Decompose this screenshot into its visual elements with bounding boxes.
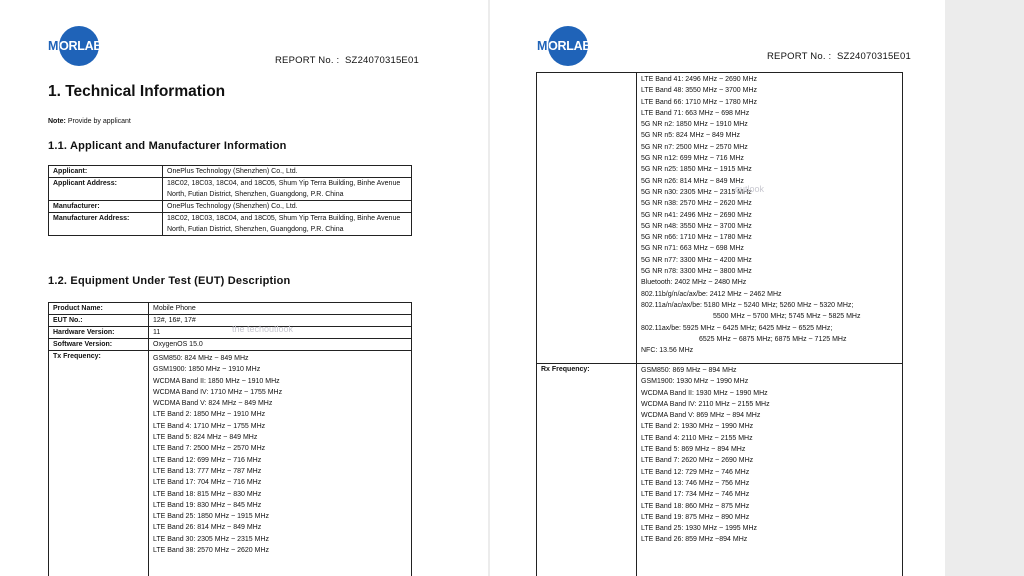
frequency-line: WCDMA Band IV: 2110 MHz ~ 2155 MHz xyxy=(641,400,770,408)
frequency-line: 5G NR n71: 663 MHz ~ 698 MHz xyxy=(641,245,744,253)
frequency-line: LTE Band 19: 830 MHz ~ 845 MHz xyxy=(153,501,262,509)
frequency-line: LTE Band 5: 824 MHz ~ 849 MHz xyxy=(153,434,258,442)
frequency-line: LTE Band 4: 2110 MHz ~ 2155 MHz xyxy=(641,434,753,442)
frequency-line: WCDMA Band II: 1930 MHz ~ 1990 MHz xyxy=(641,389,768,397)
frequency-line: LTE Band 7: 2500 MHz ~ 2570 MHz xyxy=(153,445,266,453)
frequency-line: LTE Band 18: 860 MHz ~ 875 MHz xyxy=(641,502,750,510)
logo-letters: ORLAB xyxy=(548,39,592,53)
frequency-line: 5G NR n25: 1850 MHz ~ 1915 MHz xyxy=(641,166,752,174)
frequency-line: 5G NR n5: 824 MHz ~ 849 MHz xyxy=(641,132,741,140)
frequency-line: WCDMA Band V: 824 MHz ~ 849 MHz xyxy=(153,400,273,408)
frequency-line: 5G NR n77: 3300 MHz ~ 4200 MHz xyxy=(641,256,752,264)
frequency-line: 5G NR n48: 3550 MHz ~ 3700 MHz xyxy=(641,222,752,230)
frequency-line: 802.11b/g/n/ac/ax/be: 2412 MHz ~ 2462 MHz xyxy=(641,290,782,298)
frequency-line: GSM850: 824 MHz ~ 849 MHz xyxy=(153,355,249,362)
morlab-logo-icon xyxy=(47,26,117,66)
watermark: outlook xyxy=(735,184,765,194)
frequency-line: LTE Band 17: 704 MHz ~ 716 MHz xyxy=(153,479,262,487)
frequency-line: WCDMA Band IV: 1710 MHz ~ 1755 MHz xyxy=(153,388,283,396)
row-value: 12#, 16#, 17# xyxy=(149,315,412,327)
frequency-line: 5500 MHz ~ 5700 MHz; 5745 MHz ~ 5825 MHz xyxy=(713,313,861,321)
frequency-line: WCDMA Band V: 869 MHz ~ 894 MHz xyxy=(641,412,761,420)
frequency-line: LTE Band 18: 815 MHz ~ 830 MHz xyxy=(153,490,262,498)
row-label: Hardware Version: xyxy=(49,327,149,339)
tx-frequency-label: Tx Frequency: xyxy=(49,351,149,576)
frequency-line: 802.11a/n/ac/ax/be: 5180 MHz ~ 5240 MHz; 5260 MHz ~ 5320 MHz; xyxy=(641,301,854,309)
frequency-line: 802.11ax/be: 5925 MHz ~ 6425 MHz; 6425 MHz ~ 6525 MHz; xyxy=(641,324,833,332)
frequency-line: WCDMA Band II: 1850 MHz ~ 1910 MHz xyxy=(153,377,280,385)
row-label: EUT No.: xyxy=(49,315,149,327)
frequency-line: LTE Band 30: 2305 MHz ~ 2315 MHz xyxy=(153,535,270,543)
row-value: OxygenOS 15.0 xyxy=(149,339,412,351)
frequency-line: LTE Band 38: 2570 MHz ~ 2620 MHz xyxy=(153,547,270,555)
rx-frequency-list xyxy=(637,364,903,576)
table-row xyxy=(49,327,412,339)
frequency-line: 5G NR n26: 814 MHz ~ 849 MHz xyxy=(641,177,744,185)
note xyxy=(48,118,131,125)
table-row xyxy=(49,178,412,201)
row-label: Applicant: xyxy=(49,166,163,178)
row-label: Applicant Address: xyxy=(49,178,163,201)
logo-letters: ORLAB xyxy=(59,39,103,53)
frequency-line: LTE Band 19: 875 MHz ~ 890 MHz xyxy=(641,513,750,521)
frequency-line: 5G NR n66: 1710 MHz ~ 1780 MHz xyxy=(641,234,752,242)
frequency-line: LTE Band 4: 1710 MHz ~ 1755 MHz xyxy=(153,422,266,430)
frequency-line: LTE Band 17: 734 MHz ~ 746 MHz xyxy=(641,491,750,499)
document-page-right xyxy=(490,0,945,576)
table-row xyxy=(49,315,412,327)
frequency-line: LTE Band 5: 869 MHz ~ 894 MHz xyxy=(641,446,746,454)
frequency-line: GSM1900: 1930 MHz ~ 1990 MHz xyxy=(641,378,749,386)
row-value: Mobile Phone xyxy=(149,303,412,315)
document-page-left xyxy=(0,0,488,576)
frequency-line: LTE Band 13: 777 MHz ~ 787 MHz xyxy=(153,467,262,475)
frequency-line: LTE Band 26: 814 MHz ~ 849 MHz xyxy=(153,524,262,532)
subsection-title-applicant: 1.1. Applicant and Manufacturer Information xyxy=(48,140,287,152)
frequency-line: LTE Band 48: 3550 MHz ~ 3700 MHz xyxy=(641,87,758,95)
section-title: 1. Technical Information xyxy=(48,83,226,100)
frequency-line: 5G NR n30: 2305 MHz ~ 2315 MHz xyxy=(641,188,752,196)
row-label: Product Name: xyxy=(49,303,149,315)
table-row xyxy=(49,339,412,351)
frequency-line: LTE Band 7: 2620 MHz ~ 2690 MHz xyxy=(641,457,754,465)
frequency-line: 5G NR n41: 2496 MHz ~ 2690 MHz xyxy=(641,211,752,219)
frequency-line: LTE Band 2: 1850 MHz ~ 1910 MHz xyxy=(153,411,266,419)
frequency-line: LTE Band 25: 1930 MHz ~ 1995 MHz xyxy=(641,525,758,533)
frequency-line: LTE Band 26: 859 MHz ~894 MHz xyxy=(641,536,748,544)
note-text: Provide by applicant xyxy=(65,118,131,125)
subsection-title-eut: 1.2. Equipment Under Test (EUT) Description xyxy=(48,275,291,287)
morlab-logo-icon xyxy=(536,26,606,66)
frequency-line: LTE Band 13: 746 MHz ~ 756 MHz xyxy=(641,479,750,487)
row-value: 18C02, 18C03, 18C04, and 18C05, Shum Yip Terra Building, Binhe Avenue North, Futian District, Shenzhen, Guangdong, P.R. China xyxy=(163,178,412,201)
table-row xyxy=(49,166,412,178)
frequency-line: LTE Band 71: 663 MHz ~ 698 MHz xyxy=(641,109,750,117)
tx-frequency-list-continued xyxy=(637,73,903,364)
frequency-line: LTE Band 2: 1930 MHz ~ 1990 MHz xyxy=(641,423,754,431)
frequency-line: 6525 MHz ~ 6875 MHz; 6875 MHz ~ 7125 MHz xyxy=(699,335,847,343)
row-value: 11 xyxy=(149,327,412,339)
watermark: the techoutlook xyxy=(232,324,294,334)
frequency-line: 5G NR n7: 2500 MHz ~ 2570 MHz xyxy=(641,143,748,151)
frequency-line: 5G NR n38: 2570 MHz ~ 2620 MHz xyxy=(641,200,752,208)
row-value: OnePlus Technology (Shenzhen) Co., Ltd. xyxy=(163,166,412,178)
table-row xyxy=(49,303,412,315)
row-label: Manufacturer Address: xyxy=(49,213,163,236)
frequency-line: LTE Band 12: 699 MHz ~ 716 MHz xyxy=(153,456,262,464)
tx-frequency-list xyxy=(149,351,412,576)
report-number: REPORT No. : SZ24070315E01 xyxy=(275,55,419,66)
report-number: REPORT No. : SZ24070315E01 xyxy=(767,51,911,62)
rx-frequency-label: Rx Frequency: xyxy=(537,364,637,576)
row-value: 18C02, 18C03, 18C04, and 18C05, Shum Yip Terra Building, Binhe Avenue North, Futian District, Shenzhen, Guangdong, P.R. China xyxy=(163,213,412,236)
eut-table xyxy=(48,302,412,576)
applicant-table xyxy=(48,165,412,236)
frequency-line: LTE Band 25: 1850 MHz ~ 1915 MHz xyxy=(153,513,270,521)
note-label: Note: xyxy=(48,118,66,125)
frequency-line: LTE Band 41: 2496 MHz ~ 2690 MHz xyxy=(641,76,758,83)
table-row xyxy=(49,201,412,213)
tx-frequency-label-empty xyxy=(537,73,637,364)
frequency-line: LTE Band 66: 1710 MHz ~ 1780 MHz xyxy=(641,98,758,106)
frequency-line: 5G NR n2: 1850 MHz ~ 1910 MHz xyxy=(641,121,748,129)
frequency-line: Bluetooth: 2402 MHz ~ 2480 MHz xyxy=(641,279,747,287)
logo-letter-m: M xyxy=(48,39,59,53)
frequency-line: 5G NR n12: 699 MHz ~ 716 MHz xyxy=(641,155,744,163)
frequency-table-continued xyxy=(536,72,903,576)
row-label: Software Version: xyxy=(49,339,149,351)
logo-letter-m: M xyxy=(537,39,548,53)
frequency-line: GSM1900: 1850 MHz ~ 1910 MHz xyxy=(153,366,261,374)
frequency-line: NFC: 13.56 MHz xyxy=(641,347,694,355)
frequency-line: GSM850: 869 MHz ~ 894 MHz xyxy=(641,367,737,374)
frequency-line: LTE Band 12: 729 MHz ~ 746 MHz xyxy=(641,468,750,476)
row-value: OnePlus Technology (Shenzhen) Co., Ltd. xyxy=(163,201,412,213)
row-label: Manufacturer: xyxy=(49,201,163,213)
frequency-line: 5G NR n78: 3300 MHz ~ 3800 MHz xyxy=(641,268,752,276)
table-row xyxy=(49,213,412,236)
